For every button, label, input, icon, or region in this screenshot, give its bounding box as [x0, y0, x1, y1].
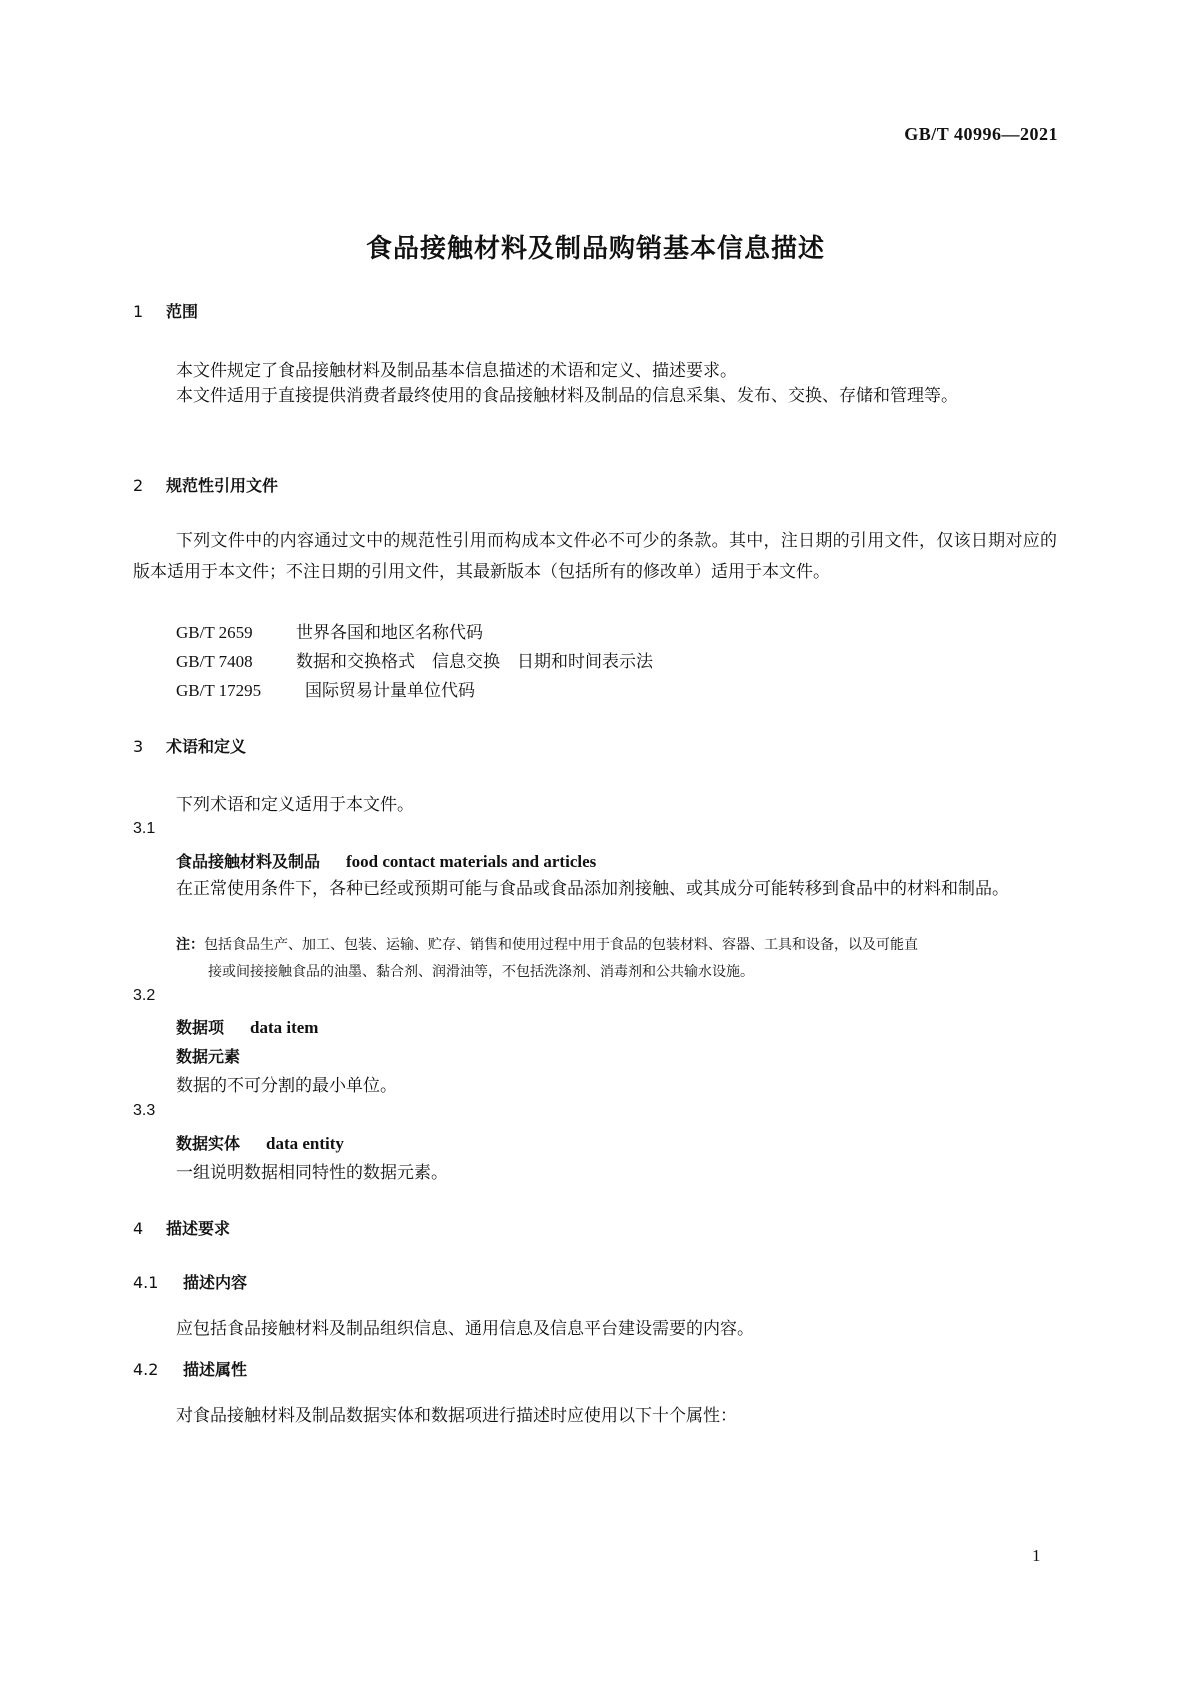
- term-synonym: 数据元素: [176, 1047, 241, 1066]
- subsection-4-1-text: 应包括食品接触材料及制品组织信息、通用信息及信息平台建设需要的内容。: [176, 1319, 754, 1339]
- subsection-number: 4.2: [133, 1360, 159, 1379]
- section-title: 术语和定义: [166, 737, 247, 756]
- note-text-line-2: 接或间接接触食品的油墨、黏合剂、润滑油等，不包括洗涤剂、消毒剂和公共输水设施。: [208, 964, 754, 980]
- subsection-title: 描述内容: [183, 1273, 248, 1292]
- term-heading: [176, 849, 596, 872]
- term-heading: [176, 1015, 318, 1038]
- reference-title: 世界各国和地区名称代码: [296, 623, 483, 643]
- reference-code: GB/T 2659: [176, 623, 253, 642]
- section-title: 范围: [166, 302, 199, 321]
- reference-item: [176, 618, 483, 643]
- term-definition: 一组说明数据相同特性的数据元素。: [176, 1163, 448, 1183]
- reference-title: 国际贸易计量单位代码: [305, 681, 475, 701]
- term-number: 3.1: [133, 820, 156, 837]
- term-definition: 在正常使用条件下，各种已经或预期可能与食品或食品添加剂接触、或其成分可能转移到食品中的材料和制品。: [176, 879, 1009, 899]
- subsection-4-1-heading: [133, 1270, 247, 1293]
- scope-paragraph-1: 本文件规定了食品接触材料及制品基本信息描述的术语和定义、描述要求。: [176, 361, 737, 381]
- term-definition: 数据的不可分割的最小单位。: [176, 1076, 397, 1096]
- term-number: 3.3: [133, 1102, 156, 1119]
- terms-intro: 下列术语和定义适用于本文件。: [176, 795, 414, 815]
- page-number: 1: [1032, 1546, 1041, 1565]
- reference-item: [176, 647, 653, 672]
- subsection-4-2-heading: [133, 1357, 247, 1380]
- term-number: 3.2: [133, 987, 156, 1004]
- term-zh: 食品接触材料及制品: [176, 852, 321, 871]
- section-number: 1: [133, 302, 144, 321]
- section-1-heading: [133, 299, 198, 322]
- section-number: 3: [133, 737, 144, 756]
- section-4-heading: [133, 1216, 230, 1239]
- scope-paragraph-2: 本文件适用于直接提供消费者最终使用的食品接触材料及制品的信息采集、发布、交换、存储和管理等。: [176, 386, 958, 406]
- term-zh: 数据项: [176, 1018, 225, 1037]
- section-title: 描述要求: [166, 1219, 231, 1238]
- term-zh: 数据实体: [176, 1134, 241, 1153]
- note-text-line-1: 包括食品生产、加工、包装、运输、贮存、销售和使用过程中用于食品的包装材料、容器、工具和设备，以及可能直: [204, 937, 918, 953]
- term-heading: [176, 1131, 344, 1154]
- section-2-heading: [133, 473, 278, 496]
- subsection-number: 4.1: [133, 1273, 159, 1292]
- section-3-heading: [133, 734, 246, 757]
- term-note: [176, 932, 1058, 986]
- section-title: 规范性引用文件: [166, 476, 279, 495]
- document-title: 食品接触材料及制品购销基本信息描述: [365, 234, 825, 264]
- subsection-title: 描述属性: [183, 1360, 248, 1379]
- reference-code: GB/T 17295: [176, 681, 262, 700]
- term-en: data item: [250, 1018, 319, 1037]
- subsection-4-2-text: 对食品接触材料及制品数据实体和数据项进行描述时应使用以下十个属性：: [176, 1406, 737, 1426]
- reference-title: 数据和交换格式 信息交换 日期和时间表示法: [296, 652, 653, 672]
- reference-code: GB/T 7408: [176, 652, 253, 671]
- note-label: 注：: [176, 937, 204, 953]
- section-number: 4: [133, 1219, 144, 1238]
- term-en: data entity: [266, 1134, 344, 1153]
- section-number: 2: [133, 476, 144, 495]
- term-en: food contact materials and articles: [346, 852, 597, 871]
- reference-item: [176, 676, 475, 701]
- normative-references-paragraph: 下列文件中的内容通过文中的规范性引用而构成本文件必不可少的条款。其中，注日期的引用文件，仅该日期对应的版本适用于本文件；不注日期的引用文件，其最新版本（包括所有的修改单）适用于本文件。: [133, 531, 1057, 582]
- standard-number: GB/T 40996—2021: [904, 124, 1058, 144]
